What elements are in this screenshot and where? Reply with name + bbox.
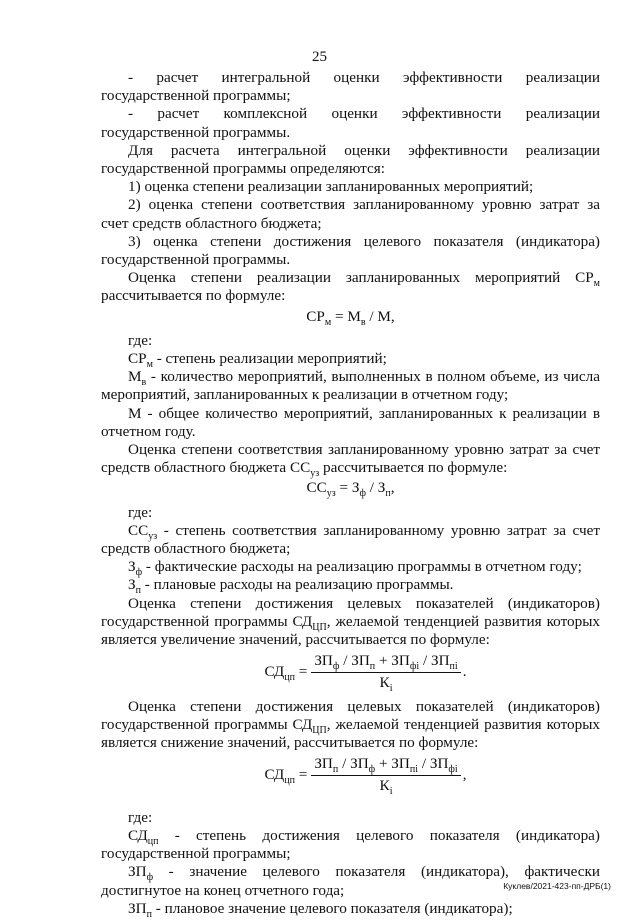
definition-zp: $З_п$ - плановые расходы на реализацию программы.: [128, 576, 454, 597]
formula-end: .: [462, 662, 467, 680]
formula-costs-ratio: $СС_{уз} = З_ф / З_п$,: [306, 479, 395, 500]
formula-lhs: $СД_{цп}$ =: [264, 765, 308, 786]
paragraph-complex-calc: - расчет комплексной оценки эффективности реализации государственной программы.: [101, 105, 600, 141]
formula-end: ,: [462, 765, 467, 783]
paragraph-determined: Для расчета интегральной оценки эффективности реализации государственной программы определяются:: [101, 141, 600, 178]
document-body: [101, 69, 600, 918]
definition-ccuz: $СС_{уз}$ - степень соответствия запланированному уровню затрат за счет средств областного бюджета;: [101, 521, 600, 558]
definition-m: М - общее количество мероприятий, запланированных к реализации в отчетном году.: [101, 404, 600, 440]
paragraph-decrease-formula-intro: Оценка степени достижения целевых показателей (индикаторов) государственной программы $СД_{ЦП}$, желаемой тенденцией развития которых является снижение значений, рассчитывается по формуле:: [101, 697, 600, 752]
formula-lhs: $СД_{цп}$ =: [264, 662, 308, 683]
paragraph-costs-formula-intro: Оценка степени соответствия запланированному уровню затрат за счет средств областного бюджета $СС_{уз}$ рассчитывается по формуле:: [101, 441, 600, 480]
definition-cpm: $СР_м$ - степень реализации мероприятий;: [128, 350, 387, 371]
formula-increase: [131, 652, 600, 694]
definition-zpf: $ЗП_ф$ - значение целевого показателя (индикатора), фактически достигнутое на конец отчетного года;: [101, 863, 600, 899]
document-footer-id: Куклев/2021-423-пп-ДРБ(1): [503, 881, 611, 891]
fraction-numerator: $ЗП_п / ЗП_ф + ЗП_{пi} / ЗП_{фi}$: [311, 755, 460, 775]
fraction-denominator: $К_i$: [379, 673, 393, 694]
definition-zf: $З_ф$ - фактические расходы на реализацию программы в отчетном году;: [128, 558, 582, 579]
list-item-3: 3) оценка степени достижения целевого показателя (индикатора) государственной программы.: [101, 232, 600, 269]
where-label: где:: [128, 503, 153, 521]
definition-mv: $М_в$ - количество мероприятий, выполненных в полном объеме, из числа мероприятий, запланированных к реализации в отчетном году;: [101, 368, 600, 404]
fraction: [311, 652, 460, 694]
formula-decrease: [131, 755, 600, 797]
page-number: 25: [312, 49, 327, 65]
fraction-numerator: $ЗП_ф / ЗП_п + ЗП_{фi} / ЗП_{пi}$: [311, 652, 460, 672]
paragraph-integral-calc: - расчет интегральной оценки эффективности реализации государственной программы;: [101, 69, 600, 105]
list-item-2: 2) оценка степени соответствия запланированному уровню затрат за счет средств областного бюджета;: [101, 196, 600, 232]
fraction-denominator: $К_i$: [379, 776, 393, 797]
paragraph-increase-formula-intro: Оценка степени достижения целевых показателей (индикаторов) государственной программы $СД_{ЦП}$, желаемой тенденцией развития которых является увеличение значений, рассчитывается по формуле:: [101, 594, 600, 649]
where-label: где:: [128, 331, 153, 349]
fraction: [311, 755, 460, 797]
definition-sdcp: $СД_{цп}$ - степень достижения целевого показателя (индикатора) государственной программы;: [101, 826, 600, 863]
where-label: где:: [128, 808, 153, 826]
list-item-1: 1) оценка степени реализации запланированных мероприятий;: [128, 178, 534, 196]
paragraph-events-formula-intro: Оценка степени реализации запланированных мероприятий $СР_м$ рассчитывается по формуле:: [101, 269, 600, 305]
definition-zpp: $ЗП_п$ - плановое значение целевого показателя (индикатора);: [128, 899, 513, 920]
formula-events-ratio: $СР_м = М_в / М$,: [306, 307, 395, 328]
